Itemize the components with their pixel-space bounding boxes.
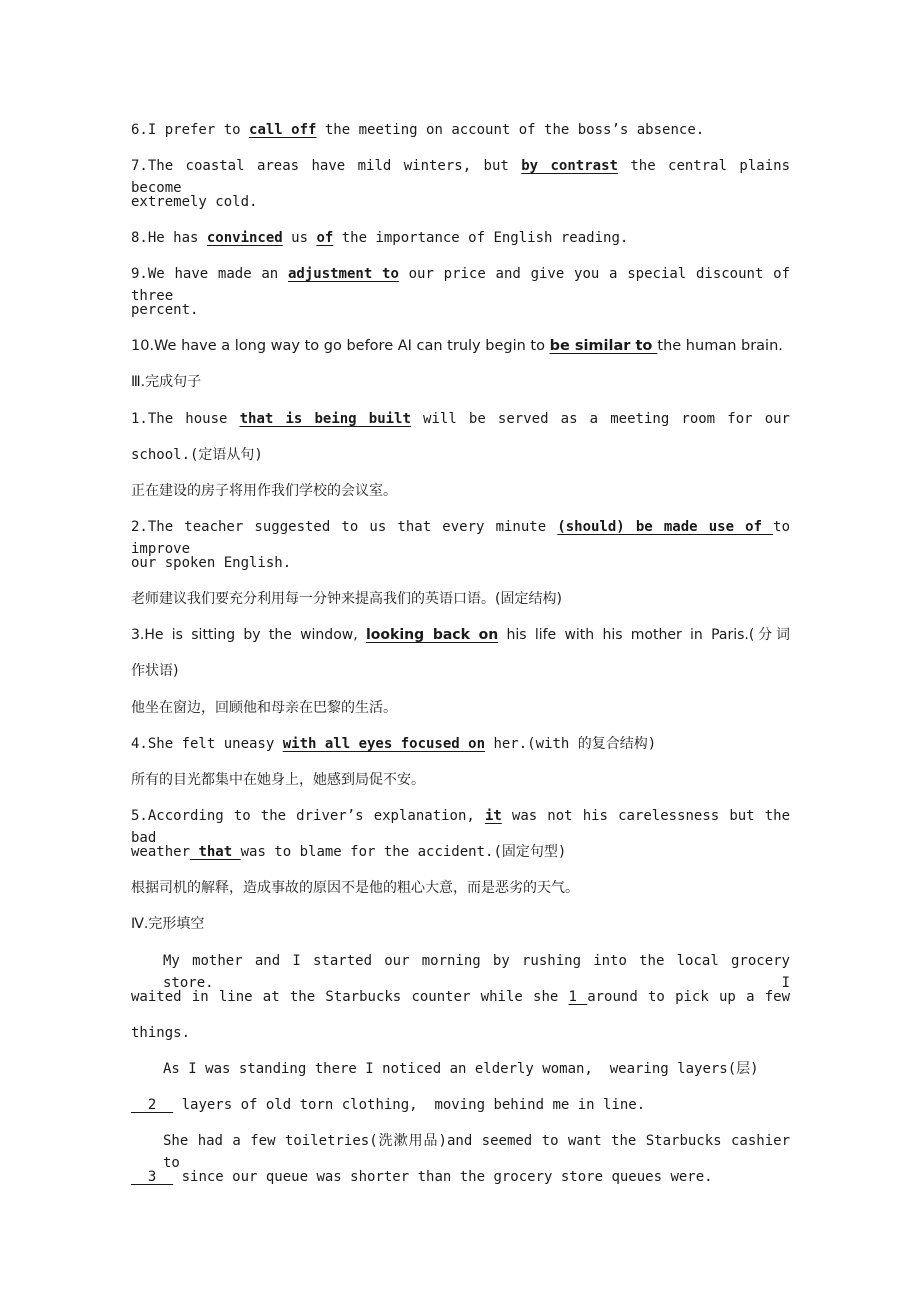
text: will be served as a meeting room for our: [410, 411, 790, 427]
answer: it: [484, 808, 502, 824]
question-4-translation: 所有的目光都集中在她身上，她感到局促不安。: [131, 772, 425, 788]
text: the importance of English reading.: [333, 230, 629, 246]
text: his life with his mother in Paris.(分词: [498, 627, 791, 643]
text: waited in line at the Starbucks counter while she: [131, 989, 569, 1005]
passage-line: She had a few toiletries(洗漱用品)and seemed to want the Starbucks cashier to: [163, 1133, 790, 1171]
question-2-cont: our spoken English.: [131, 555, 292, 571]
blank-2: 2: [131, 1097, 174, 1113]
text: since our queue was shorter than the grocery store queues were.: [173, 1169, 713, 1185]
answer: that is being built: [239, 411, 411, 427]
question-1-translation: 正在建设的房子将用作我们学校的会议室。: [131, 483, 397, 499]
question-4: [131, 733, 790, 755]
sentence-8: [131, 227, 790, 249]
question-5-translation: 根据司机的解释，造成事故的原因不是他的粗心大意，而是恶劣的天气。: [131, 880, 579, 896]
question-3-translation: 他坐在窗边，回顾他和母亲在巴黎的生活。: [131, 700, 397, 716]
answer: that: [190, 844, 241, 860]
answer: of: [316, 230, 334, 246]
question-5: [131, 805, 790, 846]
text: the central plains become: [131, 158, 790, 196]
section-3-heading: Ⅲ.完成句子: [131, 374, 202, 390]
text: the meeting on account of the boss’s absence.: [316, 122, 705, 138]
sentence-7-cont: extremely cold.: [131, 194, 258, 210]
text: was not his carelessness but the bad: [131, 808, 790, 846]
answer: with all eyes focused on: [282, 736, 486, 752]
text: our price and give you a special discount of three: [131, 266, 790, 304]
text: 7.The coastal areas have mild winters, but: [131, 158, 522, 174]
text: weather: [131, 844, 191, 860]
text: the human brain.: [657, 338, 783, 354]
question-1-cont: school.(定语从句): [131, 447, 263, 463]
text: 10.We have a long way to go before AI can truly begin to: [131, 338, 550, 354]
answer: (should) be made use of: [557, 519, 774, 535]
question-1: [131, 408, 790, 430]
passage-line: My mother and I started our morning by rushing into the local grocery store. I: [163, 953, 790, 991]
text: 8.He has: [131, 230, 207, 246]
question-3-cont: 作状语): [131, 663, 179, 679]
sentence-10: [131, 335, 790, 357]
passage-line: As I was standing there I noticed an elderly woman, wearing layers(层): [163, 1061, 759, 1077]
passage-line: [131, 1094, 790, 1116]
text: was to blame for the accident.(固定句型): [240, 844, 567, 860]
text: us: [282, 230, 317, 246]
text: 1.The house: [131, 411, 240, 427]
answer: call off: [249, 122, 317, 138]
question-5-cont: [131, 841, 790, 863]
question-2: [131, 516, 790, 557]
answer: looking back on: [365, 627, 499, 643]
section-4-heading: Ⅳ.完形填空: [131, 916, 205, 932]
blank-3: 3: [131, 1169, 174, 1185]
text: her.(with 的复合结构): [485, 736, 657, 752]
text: layers of old torn clothing, moving behind me in line.: [173, 1097, 646, 1113]
text: to improve: [131, 519, 790, 557]
passage-line: [131, 986, 790, 1008]
passage-line: things.: [131, 1025, 191, 1041]
sentence-7: [131, 155, 790, 196]
sentence-9-cont: percent.: [131, 302, 199, 318]
passage-line: [131, 1166, 790, 1188]
question-2-translation: 老师建议我们要充分利用每一分钟来提高我们的英语口语。(固定结构): [131, 591, 562, 607]
answer: adjustment to: [287, 266, 399, 282]
sentence-6: [131, 119, 790, 141]
answer: by contrast: [521, 158, 618, 174]
text: 2.The teacher suggested to us that every minute: [131, 519, 558, 535]
text: 5.According to the driver’s explanation,: [131, 808, 485, 824]
answer: convinced: [206, 230, 283, 246]
text: 4.She felt uneasy: [131, 736, 283, 752]
text: around to pick up a few: [587, 989, 791, 1005]
text: 9.We have made an: [131, 266, 288, 282]
text: 3.He is sitting by the window,: [131, 627, 366, 643]
question-3: [131, 624, 790, 646]
text: 6.I prefer to: [131, 122, 250, 138]
blank-1: 1: [568, 989, 588, 1005]
answer: be similar to: [549, 338, 658, 354]
sentence-9: [131, 263, 790, 304]
